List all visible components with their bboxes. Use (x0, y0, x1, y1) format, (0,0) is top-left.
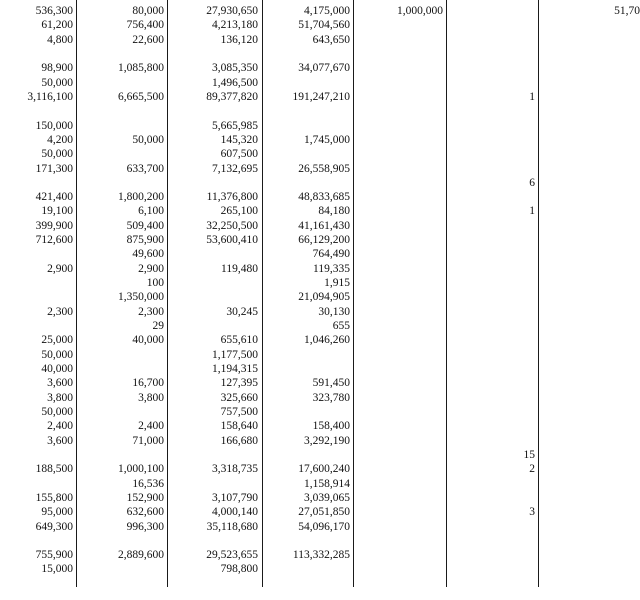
table-cell: 66,129,200 (298, 234, 350, 247)
table-cell: 171,300 (35, 162, 73, 175)
table-cell: 145,320 (220, 133, 258, 146)
table-cell: 50,000 (41, 148, 73, 161)
table-cell: 48,833,685 (298, 191, 350, 204)
table-cell: 191,247,210 (292, 90, 350, 103)
table-cell: 53,600,410 (206, 234, 258, 247)
table-cell: 152,900 (126, 491, 164, 504)
table-cell: 158,400 (312, 420, 350, 433)
table-cell: 2 (529, 463, 535, 476)
table-cell: 19,100 (41, 205, 73, 218)
table-cell: 32,250,500 (206, 219, 258, 232)
table-cell: 166,680 (220, 434, 258, 447)
table-cell: 2,889,600 (118, 549, 164, 562)
table-cell: 2,900 (138, 262, 164, 275)
table-cell: 1,496,500 (212, 76, 258, 89)
table-cell: 632,600 (126, 506, 164, 519)
table-cell: 50,000 (132, 133, 164, 146)
table-cell: 54,096,170 (298, 520, 350, 533)
table-cell: 84,180 (318, 205, 350, 218)
table-cell: 755,900 (35, 549, 73, 562)
table-cell: 3,600 (47, 434, 73, 447)
table-cell: 3,800 (138, 391, 164, 404)
table-cell: 40,000 (132, 334, 164, 347)
table-cell: 119,335 (313, 262, 350, 275)
table-cell: 6,665,500 (118, 90, 164, 103)
table-cell: 325,660 (220, 391, 258, 404)
table-cell: 757,500 (220, 405, 258, 418)
table-cell: 16,700 (132, 377, 164, 390)
table-cell: 649,300 (35, 520, 73, 533)
table-cell: 3,600 (47, 377, 73, 390)
column-divider (262, 0, 263, 587)
table-cell: 875,900 (126, 234, 164, 247)
table-cell: 399,900 (35, 219, 73, 232)
table-cell: 1,158,914 (304, 477, 350, 490)
table-cell: 655,610 (220, 334, 258, 347)
table-cell: 51,704,560 (298, 19, 350, 32)
table-cell: 2,900 (47, 262, 73, 275)
table-cell: 17,600,240 (298, 463, 350, 476)
table-cell: 6,100 (138, 205, 164, 218)
table-cell: 150,000 (35, 119, 73, 132)
table-cell: 35,118,680 (206, 520, 258, 533)
table-cell: 1,000,000 (397, 5, 443, 17)
table-cell: 1,177,500 (212, 348, 258, 361)
table-cell: 188,500 (35, 463, 73, 476)
table-cell: 95,000 (41, 506, 73, 519)
table-cell: 29,523,655 (206, 549, 258, 562)
table-cell: 49,600 (132, 248, 164, 261)
table-cell: 119,480 (221, 262, 258, 275)
table-cell: 158,640 (220, 420, 258, 433)
table-cell: 607,500 (220, 148, 258, 161)
table-cell: 1 (529, 205, 535, 218)
table-cell: 265,100 (220, 205, 258, 218)
table-cell: 4,000,140 (212, 506, 258, 519)
column-divider (167, 0, 168, 587)
table-cell: 1,915 (324, 277, 350, 290)
table-cell: 27,051,850 (298, 506, 350, 519)
table-cell: 30,245 (226, 305, 258, 318)
table-cell: 2,300 (47, 305, 73, 318)
table-cell: 136,120 (220, 33, 258, 46)
table-cell: 2,400 (138, 420, 164, 433)
table-cell: 51,70 (614, 5, 640, 17)
table-cell: 3,318,735 (212, 463, 258, 476)
table-cell: 50,000 (41, 348, 73, 361)
table-cell: 11,376,800 (206, 191, 258, 204)
table-cell: 29 (152, 320, 164, 333)
table-cell: 1,085,800 (118, 62, 164, 75)
table-cell: 41,161,430 (298, 219, 350, 232)
table-cell: 4,175,000 (304, 5, 350, 17)
table-cell: 3,039,065 (304, 491, 350, 504)
table-cell: 22,600 (132, 33, 164, 46)
table-cell: 61,200 (41, 19, 73, 32)
table-cell: 113,332,285 (292, 549, 350, 562)
column-divider (76, 0, 77, 587)
table-cell: 21,094,905 (298, 291, 350, 304)
table-cell: 3,085,350 (212, 62, 258, 75)
table-cell: 15 (523, 448, 535, 461)
table-cell: 323,780 (312, 391, 350, 404)
table-cell: 4,213,180 (212, 19, 258, 32)
table-cell: 98,900 (41, 62, 73, 75)
table-cell: 712,600 (35, 234, 73, 247)
table-cell: 89,377,820 (206, 90, 258, 103)
table-cell: 16,536 (132, 477, 164, 490)
table-cell: 127,395 (220, 377, 258, 390)
table-cell: 536,300 (35, 5, 73, 17)
table-cell: 633,700 (126, 162, 164, 175)
table-cell: 591,450 (312, 377, 350, 390)
table-cell: 40,000 (41, 363, 73, 375)
table-cell: 509,400 (126, 219, 164, 232)
table-cell: 3,116,100 (27, 90, 73, 103)
table-cell: 1,046,260 (304, 334, 350, 347)
table-cell: 71,000 (132, 434, 164, 447)
table-cell: 25,000 (41, 334, 73, 347)
table-cell: 5,665,985 (212, 119, 258, 132)
table-cell: 15,000 (41, 563, 73, 576)
table-cell: 756,400 (126, 19, 164, 32)
table-cell: 1,350,000 (118, 291, 164, 304)
table-cell: 80,000 (132, 5, 164, 17)
table-cell: 6 (529, 176, 535, 189)
table-cell: 155,800 (35, 491, 73, 504)
table-cell: 100 (146, 277, 164, 290)
table-cell: 798,800 (220, 563, 258, 576)
table-cell: 1,194,315 (212, 363, 258, 375)
table-cell: 30,130 (318, 305, 350, 318)
table-cell: 655 (332, 320, 350, 333)
column-divider (353, 0, 354, 587)
table-cell: 26,558,905 (298, 162, 350, 175)
table-cell: 4,800 (47, 33, 73, 46)
table-cell: 996,300 (126, 520, 164, 533)
table-cell: 1 (529, 90, 535, 103)
table-cell: 421,400 (35, 191, 73, 204)
table-cell: 3,292,190 (304, 434, 350, 447)
table-cell: 34,077,670 (298, 62, 350, 75)
column-divider (446, 0, 447, 587)
table-cell: 1,000,100 (118, 463, 164, 476)
table-cell: 1,745,000 (304, 133, 350, 146)
table-cell: 1,800,200 (118, 191, 164, 204)
table-cell: 3,800 (47, 391, 73, 404)
table-cell: 3 (529, 506, 535, 519)
table-cell: 764,490 (312, 248, 350, 261)
table-cell: 4,200 (47, 133, 73, 146)
table-cell: 27,930,650 (206, 5, 258, 17)
table-cell: 7,132,695 (212, 162, 258, 175)
table-cell: 2,400 (47, 420, 73, 433)
table-cell: 50,000 (41, 76, 73, 89)
table-cell: 50,000 (41, 405, 73, 418)
column-divider (538, 0, 539, 587)
table-cell: 643,650 (312, 33, 350, 46)
table-cell: 3,107,790 (212, 491, 258, 504)
table-cell: 2,300 (138, 305, 164, 318)
